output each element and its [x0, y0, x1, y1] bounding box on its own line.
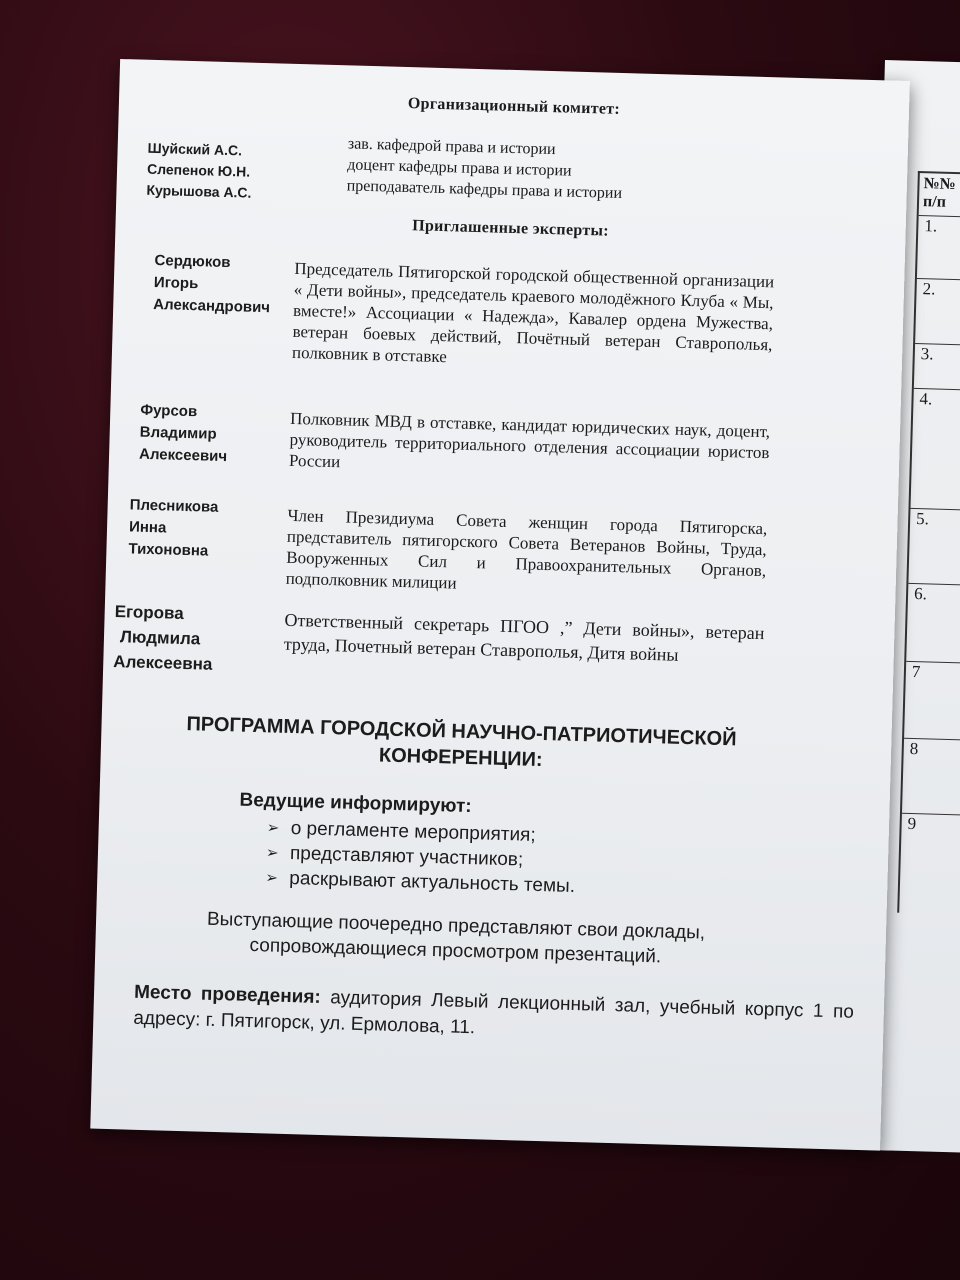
- table-row-number: 1.: [918, 215, 960, 239]
- table-row-number: 6.: [908, 583, 960, 607]
- expert-firstname: Игорь: [153, 274, 199, 293]
- committee-list: [146, 135, 848, 203]
- expert-patronymic: Александрович: [153, 295, 271, 317]
- expert-description: Полковник МВД в отставке, кандидат юридических наук, доцент, руководитель территориального отделения ассоциации юристов России: [288, 408, 771, 472]
- expert-name: [153, 250, 315, 320]
- expert-surname: Егорова: [114, 602, 184, 623]
- committee-member-name: Шуйский А.С.: [147, 139, 243, 159]
- list-item-text: представляют участников;: [289, 843, 524, 871]
- venue-text: аудитория Левый лекционный зал, учебный корпус 1 по адресу: г. Пятигорск, ул. Ермолова, 11.: [133, 987, 855, 1039]
- table-header: [923, 175, 956, 212]
- committee-member-role: зав. кафедрой права и истории: [347, 135, 556, 159]
- experts-heading: Приглашенные эксперты:: [411, 217, 610, 240]
- expert-entry: [105, 599, 895, 674]
- committee-member-role: доцент кафедры права и истории: [347, 156, 572, 180]
- expert-entry: [108, 494, 898, 593]
- list-item-text: о регламенте мероприятия;: [290, 818, 536, 846]
- expert-firstname: Владимир: [139, 423, 217, 443]
- table-row-number: 3.: [915, 343, 960, 367]
- expert-surname: Плесникова: [129, 496, 219, 516]
- arrow-bullet-icon: ➢: [265, 844, 279, 862]
- arrow-bullet-icon: ➢: [266, 819, 280, 837]
- expert-name: [139, 400, 301, 470]
- committee-roles: [346, 133, 768, 208]
- table-header-pp: п/п: [922, 193, 947, 211]
- expert-entry: [111, 399, 901, 472]
- expert-description: Ответственный секретарь ПГОО ,” Дети войны», ветеран труда, Почетный ветеран Ставрополья, Дитя войны: [283, 609, 765, 665]
- program-title: [141, 710, 782, 780]
- list-item-text: раскрывают актуальность темы.: [289, 868, 576, 897]
- committee-member-name: Слепенок Ю.Н.: [146, 160, 251, 180]
- expert-description: Член Президиума Совета женщин города Пятигорска, представитель пятигорского Совета Ветеранов Войны, Труда, Вооруженных Сил и Правоохранительных Органов, подполковник милиции: [285, 505, 768, 593]
- brochure-page: [90, 59, 910, 1151]
- committee-heading: Организационный комитет:: [407, 95, 621, 118]
- arrow-bullet-icon: ➢: [265, 869, 279, 887]
- table-row-number: 8: [903, 738, 960, 762]
- committee-member-name: Курышова А.С.: [146, 181, 252, 201]
- numbered-table-fragment: [897, 171, 960, 916]
- speakers-note: [175, 906, 736, 972]
- table-row-number: 9: [901, 813, 960, 837]
- expert-surname: Фурсов: [140, 401, 198, 421]
- table-row-number: 4.: [913, 388, 960, 412]
- hosts-label: Ведущие информируют:: [239, 789, 472, 818]
- committee-names: [146, 138, 298, 205]
- expert-description: Председатель Пятигорской городской общественной организации « Дети войны», председатель краевого молодёжного Клуба « Мы, вместе!» Ассоциации « Надежда», Кавалер ордена Мужества, ветеран боевых действий, Почётный ветеран Ставрополья, полковник в отставке: [291, 258, 775, 367]
- expert-patronymic: Алексеевна: [113, 652, 213, 674]
- venue-label: Место проведения:: [133, 981, 322, 1008]
- expert-firstname: Людмила: [119, 627, 201, 649]
- table-row-number: 2.: [916, 278, 960, 302]
- program-title-line: КОНФЕРЕНЦИИ:: [378, 744, 543, 772]
- hosts-list: [237, 815, 739, 904]
- expert-entry: [115, 249, 905, 367]
- expert-patronymic: Тихоновна: [128, 540, 209, 560]
- speakers-line: сопровождающиеся просмотром презентаций.: [249, 934, 662, 968]
- expert-name: [113, 599, 275, 678]
- speakers-line: Выступающие поочередно представляют свои доклады,: [206, 908, 706, 944]
- hosts-section: [237, 788, 740, 904]
- expert-name: [128, 494, 290, 564]
- committee-member-role: преподаватель кафедры права и истории: [346, 177, 623, 203]
- program-title-line: ПРОГРАММА ГОРОДСКОЙ НАУЧНО-ПАТРИОТИЧЕСКОЙ: [186, 713, 737, 751]
- table-row-number: 5.: [910, 508, 960, 532]
- table-row-number: 7: [906, 661, 960, 685]
- expert-patronymic: Алексеевич: [138, 445, 228, 466]
- expert-firstname: Инна: [128, 518, 167, 537]
- venue-info: [133, 980, 854, 1052]
- table-header-number: №№: [923, 175, 956, 194]
- expert-surname: Сердюков: [154, 252, 231, 272]
